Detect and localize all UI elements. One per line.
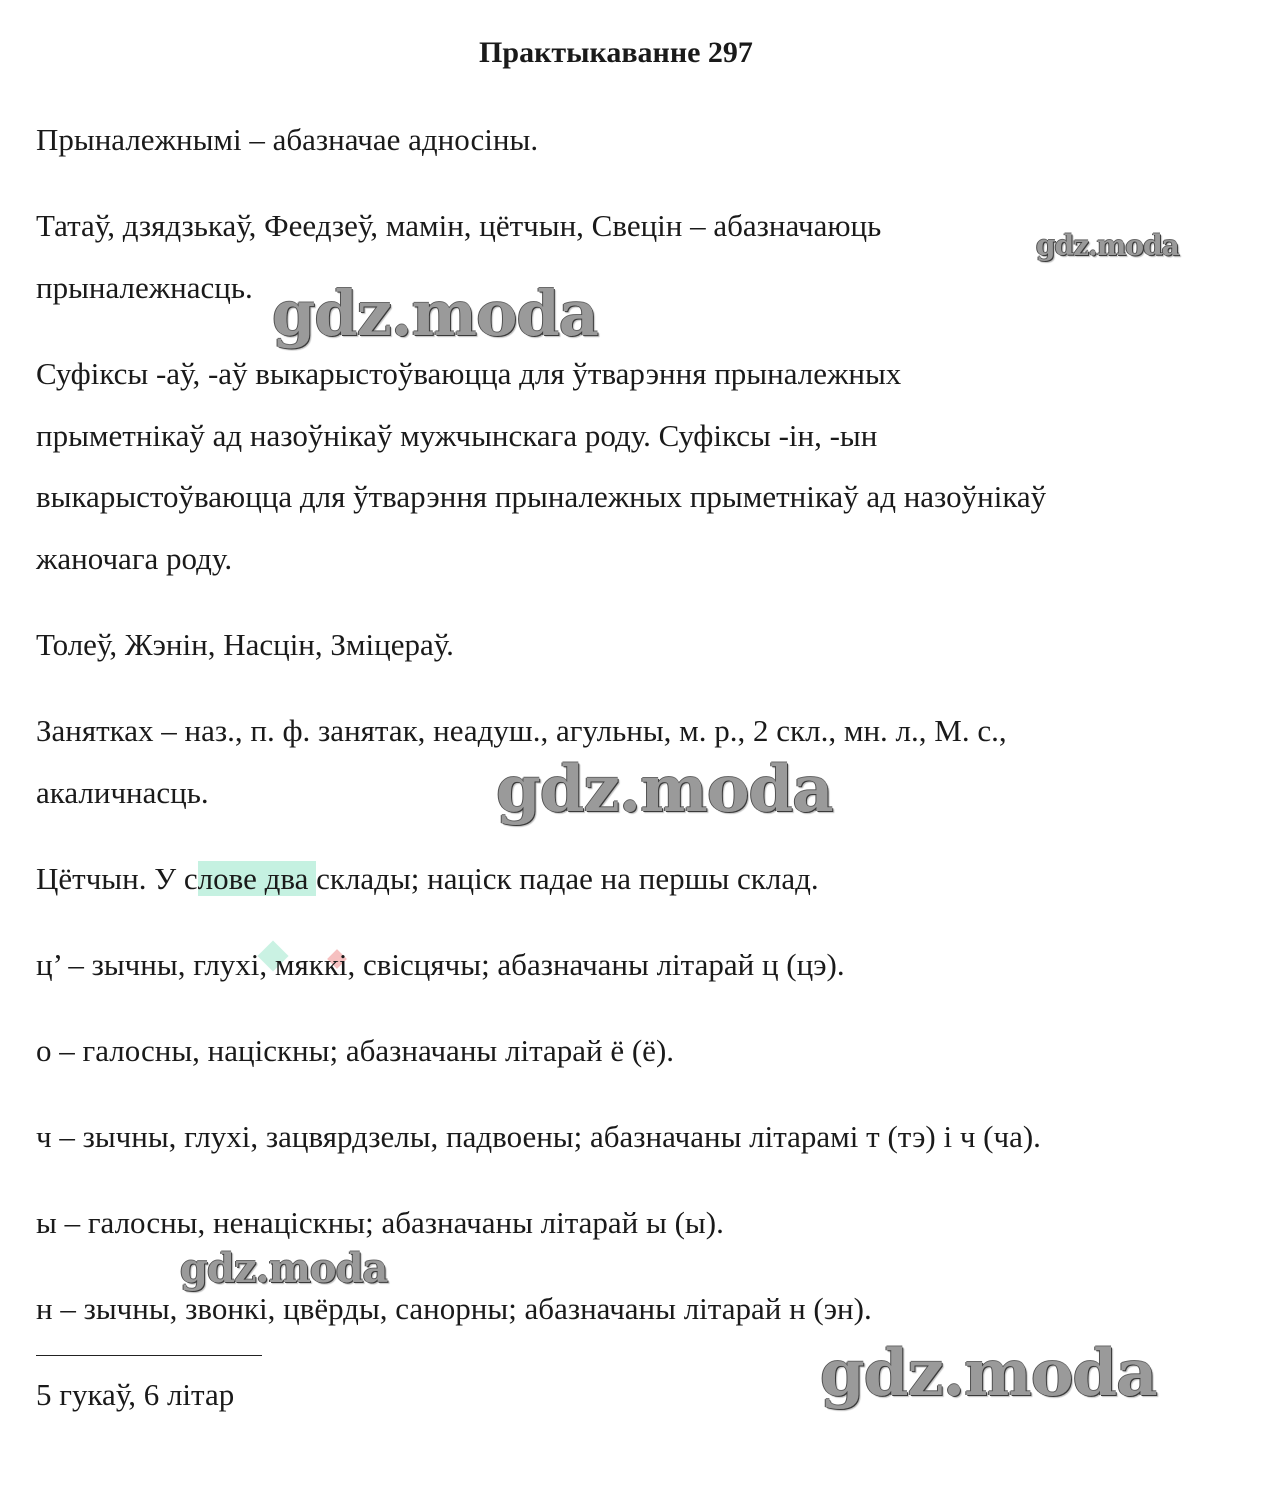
watermark-large: gdz.moda (820, 1336, 1157, 1411)
watermark-large: gdz.moda (272, 277, 598, 350)
watermark-large: gdz.moda (496, 752, 833, 827)
text-line-5: прыметнікаў ад назоўнікаў мужчынскага роду. Суфіксы -ін, -ын (36, 418, 878, 453)
phonetic-line-y: ы – галосны, ненаціскны; абазначаны літарай ы (ы). (36, 1205, 724, 1240)
text-line-6: выкарыстоўваюцца для ўтварэння прыналежных прыметнікаў ад назоўнікаў (36, 479, 1047, 514)
text-line-1: Прыналежнымі – абазначае адносіны. (36, 122, 539, 157)
phonetic-line-ch: ч – зычны, глухі, зацвярдзелы, падвоены; абазначаны літарамі т (тэ) і ч (ча). (36, 1119, 1041, 1154)
text-line-4: Суфіксы -аў, -аў выкарыстоўваюцца для ўтварэння прыналежных (36, 356, 902, 391)
footnote-divider (36, 1355, 262, 1356)
highlighted-text: лове два (197, 861, 317, 896)
phonetic-line-o: о – галосны, націскны; абазначаны літарай ё (ё). (36, 1033, 675, 1068)
text-line-2: Татаў, дзядзькаў, Феедзеў, мамін, цётчын, Свецін – абазначаюць (36, 208, 882, 243)
text-line-9: Занятках – наз., п. ф. занятак, неадуш., агульны, м. р., 2 скл., мн. л., М. с., (36, 713, 1007, 748)
phonetic-line-c: ц’ – зычны, глухі, мяккі, свісцячы; абазначаны літарай ц (цэ). (36, 947, 845, 982)
line-11-end: склады; націск падае на першы склад. (316, 861, 819, 896)
phonetic-line-n: н – зычны, звонкі, цвёрды, санорны; абазначаны літарай н (эн). (36, 1291, 872, 1326)
line-11-start: Цётчын. У с (36, 861, 198, 896)
watermark-small: gdz.moda (1036, 229, 1179, 262)
page-title: Практыкаванне 297 (479, 36, 753, 69)
text-line-8: Толеў, Жэнін, Насцін, Зміцераў. (36, 627, 454, 662)
text-line-3: прыналежнасць. (36, 270, 253, 305)
text-line-7: жаночага роду. (36, 541, 233, 576)
watermark-medium: gdz.moda (180, 1245, 388, 1292)
text-line-10: акаличнасць. (36, 775, 209, 810)
footnote: 5 гукаў, 6 літар (36, 1377, 235, 1412)
text-line-11 (36, 861, 819, 897)
